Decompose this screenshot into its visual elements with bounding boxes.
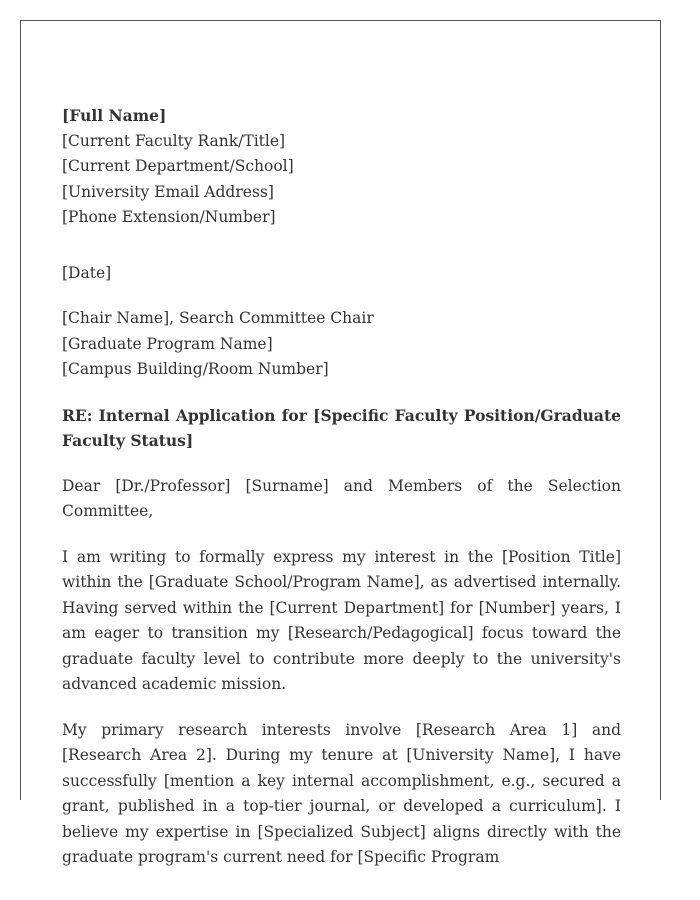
recipient-program: [Graduate Program Name] [62,334,273,353]
recipient-chair: [Chair Name], Search Committee Chair [62,309,374,327]
letter-date: [Date] [62,263,112,282]
sender-name: [Full Name] [62,106,167,125]
body-paragraph-1: I am writing to formally express my interest in the [Position Title] within the [Graduate School/Program Name], as advertised internally. Having served within the [Current Department] for [Number] years, I am eager to transition my [Research/Pedagogical] focus toward the graduate faculty level to contribute more deeply to the university's advanced academic mission. [62,547,621,693]
body-paragraph-2: My primary research interests involve [Research Area 1] and [Research Area 2]. During my tenure at [University Name], I have successfully [mention a key internal accomplishment, e.g., secured a grant, published in a top-tier journal, or developed a curriculum]. I believe my expertise in [Specialized Subject] aligns directly with the graduate program's current need for [Specific Program [62,720,621,866]
sender-department: [Current Department/School] [62,157,294,175]
date-block [62,261,621,287]
recipient-block [62,306,621,383]
sender-block [62,103,621,231]
sender-rank: [Current Faculty Rank/Title] [62,131,286,150]
sender-phone: [Phone Extension/Number] [62,208,276,226]
letter-page [20,20,661,866]
recipient-location: [Campus Building/Room Number] [62,360,329,378]
salutation: Dear [Dr./Professor] [Surname] and Members of the Selection Committee, [62,476,621,520]
letter-content [62,103,621,871]
subject-line: RE: Internal Application for [Specific Faculty Position/Graduate Faculty Status] [62,405,621,450]
sender-email: [University Email Address] [62,182,274,201]
